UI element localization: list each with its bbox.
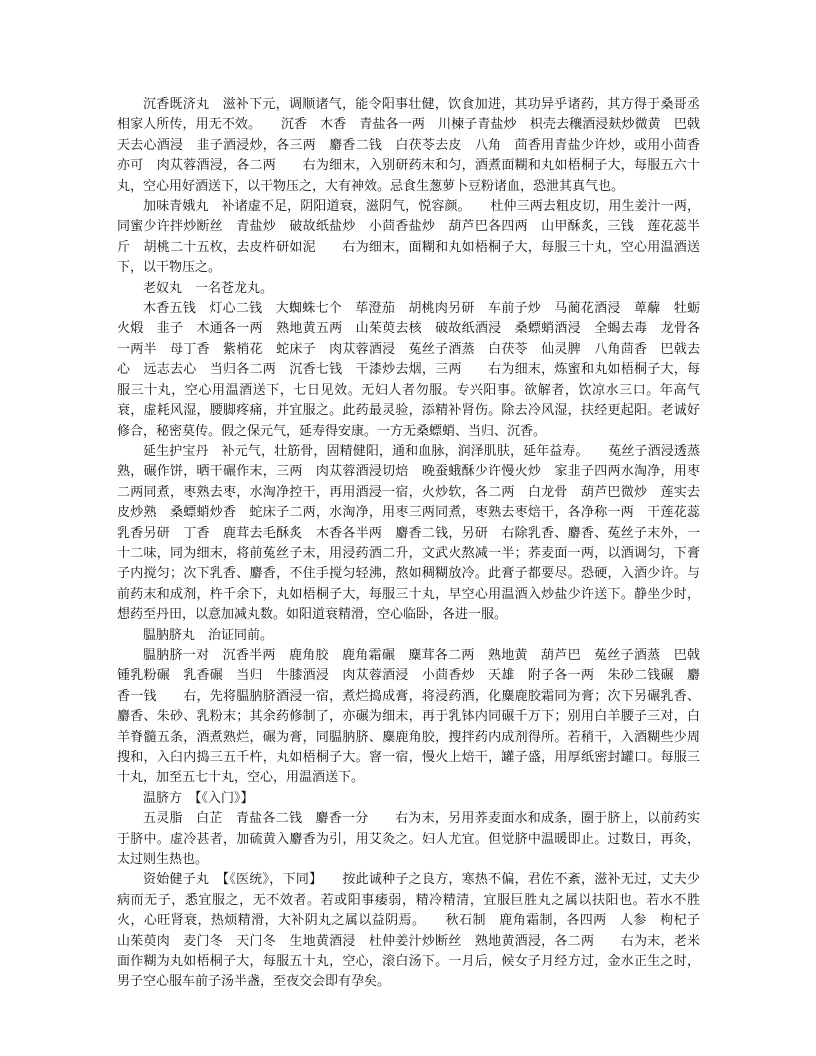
paragraph-laonu-wan-title: 老奴丸 一名苍龙丸。	[143, 280, 274, 296]
paragraph-laonu-wan-recipe: 木香五钱 灯心二钱 大蜘蛛七个 荜澄茄 胡桃肉另研 车前子炒 马蔺花酒浸 萆薢 牡蛎火煅 韭子 木通各一两 熟地黄五两 山茱萸去核 破故纸酒浸 桑螵蛸酒浸 全蝎去毒 龙骨各一两半 母丁香 紫梢花 蛇床子 肉苁蓉酒浸 菟丝子酒蒸 白茯苓 仙灵脾 八角茴香 巴戟去心 远志去心 当归各二两 沉香七钱 干漆炒去烟，三两 右为细末，炼蜜和丸如梧桐子大，每服三十丸，空心用温酒送下，七日见效。无妇人者勿服。专兴阳事。欲解者，饮凉水三口。年高气衰，虚耗风湿，腰脚疼痛，并宜服之。此药最灵验，添精补肾伤。除去冷风湿，扶经更起阳。老诚好修合，秘密莫传。假之保元气，延寿得安康。一方无桑螵蛸、当归、沉香。	[117, 301, 700, 439]
paragraph-wenqi-fang-title: 温脐方 【《入门》】	[143, 790, 254, 806]
paragraph-jiawei-qinge-wan: 加味青娥丸 补诸虚不足，阴阳道衰，滋阴气，悦容颜。 杜仲三两去粗皮切，用生姜汁一两，同蜜少许拌炒断丝 青盐炒 破故纸盐炒 小茴香盐炒 葫芦巴各四两 山甲酥炙，三钱 莲花蕊半斤 胡桃二十五枚，去皮杵研如泥 右为细末，面糊和丸如梧桐子大，每服三十丸，空心用温酒送下，以干物压之。	[117, 199, 700, 276]
paragraph-chenxiang-jiji-wan: 沉香既济丸 滋补下元，调顺诸气，能令阳事壮健，饮食加进，其功异乎诸药，其方得于桑哥丞相家人所传，用无不效。 沉香 木香 青盐各一两 川楝子青盐炒 枳壳去穰酒浸麸炒微黄 巴戟天去心酒浸 韭子酒浸炒，各三两 麝香二钱 白茯苓去皮 八角 茴香用青盐少许炒，或用小茴香亦可 肉苁蓉酒浸，各二两 右为细末，入别研药末和匀，酒煮面糊和丸如梧桐子大，每服五六十丸，空心用好酒送下，以干物压之，大有神效。忌食生葱萝卜豆粉诸血，恐泄其真气也。	[117, 97, 700, 194]
paragraph-yansheng-hubao-dan: 延生护宝丹 补元气，壮筋骨，固精健阳，通和血脉，润泽肌肤，延年益寿。 菟丝子酒浸透蒸熟，碾作饼，晒干碾作末，三两 肉苁蓉酒浸切焙 晚蚕蛾酥少许慢火炒 家韭子四两水淘净，用枣二两同煮，枣熟去枣，水淘净控干，再用酒浸一宿，火炒软，各二两 白龙骨 葫芦巴微炒 莲实去皮炒熟 桑螵蛸炒香 蛇床子二两，水淘净，用枣三两同煮，枣熟去枣焙干，各净称一两 干莲花蕊 乳香另研 丁香 鹿茸去毛酥炙 木香各半两 麝香二钱，另研 右除乳香、麝香、菟丝子末外，一十二味，同为细末，将前菟丝子末，用浸药酒二升，文武火熬减一半；荞麦面一两，以酒调匀，下膏子内搅匀；次下乳香、麝香，不住手搅匀轻沸，熬如稠糊放冷。此膏子都要尽。恐硬，入酒少许。与前药末和成剂，杵千余下，丸如梧桐子大，每服三十丸，早空心用温酒入炒盐少许送下。静坐少时，想药至丹田，以意加减丸数。如阳道衰精滑，空心临卧，各进一服。	[117, 443, 714, 623]
paragraph-zishi-jianzi-wan: 资始健子丸 【《医统》，下同】 按此诚种子之良方，寒热不偏，君佐不紊，滋补无过，丈夫少病而无子，悉宜服之，无不效者。若或阳事痿弱，精冷精清，宜服巨胜丸之属以扶阳也。若水不胜火，心旺肾衰，热烦精滑，大补阴丸之属以益阴焉。 秋石制 鹿角霜制，各四两 人参 枸杞子 山茱萸肉 麦门冬 天门冬 生地黄酒浸 杜仲姜汁炒断丝 熟地黄酒浸，各二两 右为末，老米面作糊为丸如梧桐子大，每服五十丸，空心，滚白汤下。一月后，候女子月经方过，金水正生之时，男子空心服车前子汤半盏，至夜交会即有孕矣。	[117, 872, 714, 990]
paragraph-wanaqi-wan-recipe: 腽肭脐一对 沉香半两 鹿角胶 鹿角霜碾 麋茸各二两 熟地黄 葫芦巴 菟丝子酒蒸 巴戟 锺乳粉碾 乳香碾 当归 牛膝酒浸 肉苁蓉酒浸 小茴香炒 天雄 附子各一两 朱砂二钱碾 麝香一钱 右，先将腽肭脐酒浸一宿，煮烂捣成膏，将浸药酒，化麋鹿胶霜同为膏；次下另碾乳香、麝香、朱砂、乳粉末；其余药修制了，亦碾为细末，再于乳钵内同碾千万下；别用白羊腰子三对，白羊脊髓五条，酒煮熟烂，碾为膏，同腽肭脐、麋鹿角胶，搜拌药内成剂得所。若稍干，入酒糊些少周搜和，入臼内捣三五千杵，丸如梧桐子大。窨一宿，慢火上焙干，罐子盛，用厚纸密封罐口。每服三十丸，加至五七十丸，空心，用温酒送下。	[117, 647, 714, 786]
document-page	[117, 95, 714, 993]
paragraph-wanaqi-wan-title: 腽肭脐丸 治证同前。	[143, 627, 274, 643]
paragraph-wenqi-fang-recipe: 五灵脂 白芷 青盐各二钱 麝香一分 右为末，另用荞麦面水和成条，圈于脐上，以前药实于脐中。虚冷甚者，加硫黄入麝香为引，用艾灸之。妇人尤宜。但觉脐中温暖即止。过数日，再灸，太过则生热也。	[117, 811, 700, 868]
